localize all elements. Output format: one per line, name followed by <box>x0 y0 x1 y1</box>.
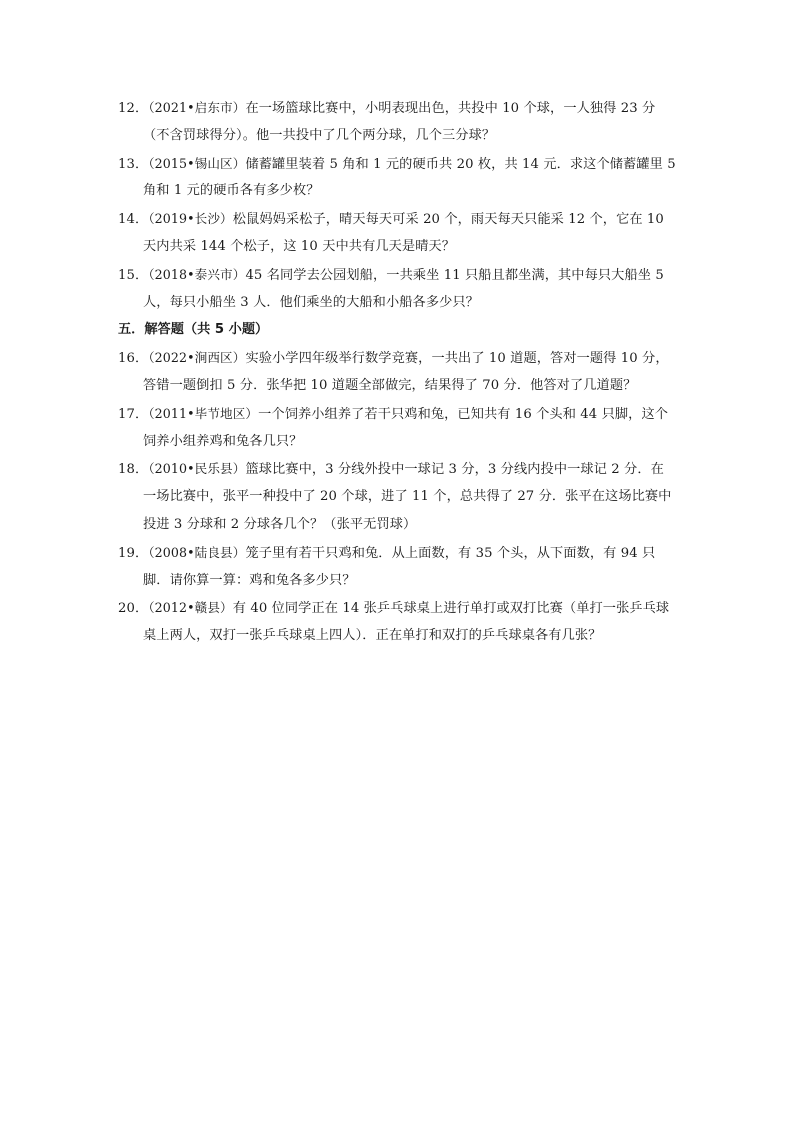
question-source: （2010•民乐县） <box>148 461 246 477</box>
question-number: 13． <box>118 156 149 172</box>
question-20 <box>118 598 684 646</box>
question-number: 14． <box>118 212 149 228</box>
question-text: 一个饲养小组养了若干只鸡和兔，已知共有 16 个头和 44 只脚，这个 <box>258 406 669 422</box>
question-text: 松鼠妈妈采松子，晴天每天可采 20 个，雨天每天只能采 12 个，它在 10 <box>232 212 664 228</box>
question-text-continued: 天内共采 144 个松子，这 10 天中共有几天是晴天？ <box>143 238 456 254</box>
question-16 <box>118 348 684 396</box>
question-text-continued: 答错一题倒扣 5 分．张华把 10 道题全部做完，结果得了 70 分．他答对了几道题？ <box>143 377 637 393</box>
question-line <box>118 459 684 479</box>
question-source: （2021•启东市） <box>148 100 246 115</box>
question-line <box>118 404 684 424</box>
question-15 <box>118 265 684 313</box>
question-source: （2022•涧西区） <box>148 350 246 366</box>
question-number: 19． <box>118 545 149 561</box>
question-source: （2011•毕节地区） <box>148 405 259 421</box>
question-line <box>118 598 684 618</box>
question-12 <box>118 98 684 146</box>
question-line <box>118 98 684 118</box>
question-number: 16． <box>118 351 149 367</box>
question-18 <box>118 459 684 535</box>
question-text: 45 名同学去公园划船，一共乘坐 11 只船且都坐满，其中每只大船坐 5 <box>245 267 664 283</box>
question-text-continued: 饲养小组养鸡和兔各几只？ <box>143 433 303 449</box>
question-text-continued: 一场比赛中，张平一种投中了 20 个球，进了 11 个，总共得了 27 分．张平在这场比赛中 <box>143 489 672 505</box>
question-number: 15． <box>118 267 149 283</box>
question-source: （2012•赣县） <box>148 600 233 616</box>
question-17 <box>118 404 684 452</box>
question-14 <box>118 209 684 257</box>
question-text: 笼子里有若干只鸡和兔．从上面数，有 35 个头，从下面数，有 94 只 <box>245 545 656 561</box>
question-source: （2018•泰兴市） <box>148 266 246 282</box>
question-source: （2019•长沙） <box>148 211 233 227</box>
question-line <box>118 348 684 368</box>
question-19 <box>118 543 684 591</box>
question-13 <box>118 154 684 202</box>
question-number: 20． <box>118 601 149 617</box>
question-text: 实验小学四年级举行数学竞赛，一共出了 10 道题，答对一题得 10 分， <box>245 351 669 367</box>
question-list <box>118 98 684 654</box>
question-text-continued: 人，每只小船坐 3 人．他们乘坐的大船和小船各多少只？ <box>143 294 479 310</box>
question-text: 篮球比赛中，3 分线外投中一球记 3 分，3 分线内投中一球记 2 分．在 <box>245 462 664 478</box>
question-source: （2015•锡山区） <box>148 155 246 171</box>
question-line <box>118 209 684 229</box>
question-text: 储蓄罐里装着 5 角和 1 元的硬币共 20 枚，共 14 元．求这个储蓄罐里 5 <box>245 156 676 172</box>
question-text-continued: 脚．请你算一算：鸡和兔各多少只？ <box>143 572 356 588</box>
question-text-continued: 角和 1 元的硬币各有多少枚？ <box>143 183 320 199</box>
question-line <box>118 543 684 563</box>
question-line <box>118 265 684 285</box>
question-number: 12． <box>118 101 149 116</box>
question-line <box>118 154 684 174</box>
question-text: 在一场篮球比赛中，小明表现出色，共投中 10 个球，一人独得 23 分 <box>245 101 656 116</box>
question-number: 18． <box>118 462 149 478</box>
question-text-continued: （不含罚球得分）。他一共投中了几个两分球，几个三分球？ <box>143 127 496 143</box>
question-text: 有 40 位同学正在 14 张乒乓球桌上进行单打或双打比赛（单打一张乒乓球 <box>232 601 670 617</box>
question-number: 17． <box>118 406 149 422</box>
question-text-continued: 桌上两人，双打一张乒乓球桌上四人）．正在单打和双打的乒乓球桌各有几张？ <box>143 628 602 644</box>
question-text-continued: 投进 3 分球和 2 分球各几个？（张平无罚球） <box>143 516 417 532</box>
section-heading: 五．解答题（共 5 小题） <box>118 322 269 338</box>
question-source: （2008•陆良县） <box>148 544 246 560</box>
